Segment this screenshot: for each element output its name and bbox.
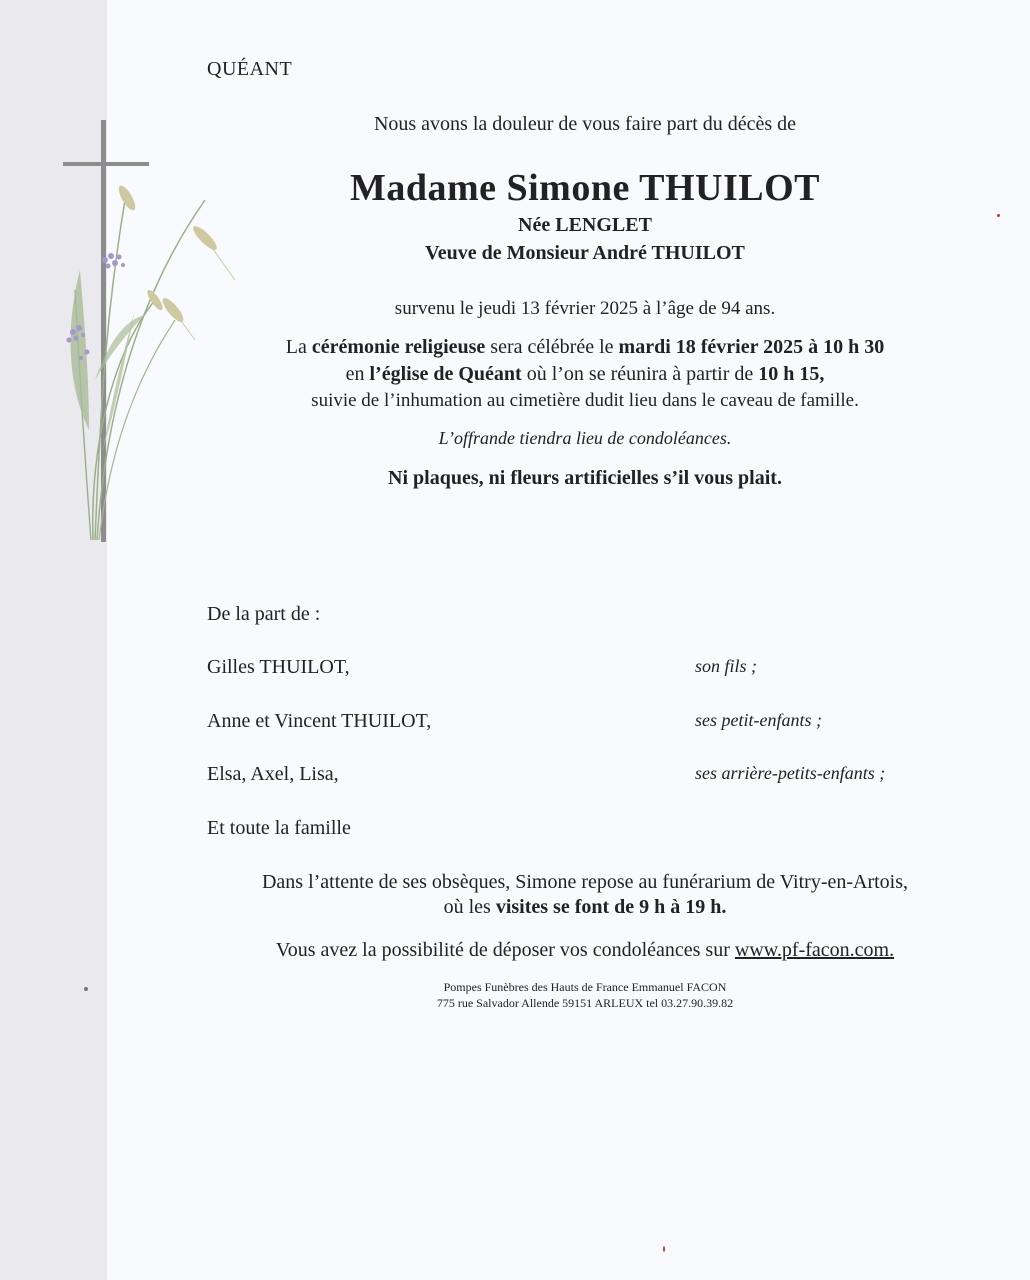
meeting-time: 10 h 15, bbox=[758, 363, 825, 385]
family-member-name: Et toute la famille bbox=[207, 817, 351, 839]
funeral-company-address: 775 rue Salvador Allende 59151 ARLEUX tel 03.27.90.39.82 bbox=[436, 996, 734, 1010]
no-plaques-note: Ni plaques, ni fleurs artificielles s’il vous plait. bbox=[388, 467, 782, 489]
offering-note: L’offrande tiendra lieu de condoléances. bbox=[438, 428, 732, 448]
visit-info-line-1: Dans l’attente de ses obsèques, Simone repose au funérarium de Vitry-en-Artois, bbox=[261, 871, 909, 893]
ceremony-text: en bbox=[345, 363, 370, 385]
ceremony-line-2 bbox=[150, 363, 1020, 386]
widow-of: Veuve de Monsieur André THUILOT bbox=[425, 242, 745, 264]
scan-speck bbox=[663, 1246, 665, 1252]
ceremony-text: sera célébrée le bbox=[485, 336, 619, 358]
family-member-relation: ses petit-enfants ; bbox=[695, 710, 822, 730]
birth-name: Née LENGLET bbox=[518, 214, 652, 236]
visit-info-line-2 bbox=[150, 896, 1020, 919]
scan-speck bbox=[997, 214, 1000, 217]
ceremony-place: l’église de Quéant bbox=[369, 363, 522, 385]
family-intro: De la part de : bbox=[207, 603, 321, 625]
ceremony-text: La bbox=[285, 336, 312, 358]
scan-speck bbox=[84, 987, 88, 991]
intro-text: Nous avons la douleur de vous faire part du décès de bbox=[373, 113, 797, 135]
visit-hours: visites se font de 9 h à 19 h. bbox=[495, 896, 727, 918]
ceremony-date: mardi 18 février 2025 à 10 h 30 bbox=[618, 336, 885, 358]
ceremony-type: cérémonie religieuse bbox=[311, 336, 486, 358]
ceremony-line-1 bbox=[150, 336, 1020, 359]
family-member-relation: ses arrière-petits-enfants ; bbox=[695, 763, 886, 783]
visit-text: où les bbox=[443, 896, 496, 918]
funeral-company: Pompes Funèbres des Hauts de France Emmanuel FACON bbox=[443, 980, 727, 994]
ceremony-text: où l’on se réunira à partir de bbox=[521, 363, 759, 385]
town-name: QUÉANT bbox=[207, 58, 293, 80]
burial-info: suivie de l’inhumation au cimetière dudit lieu dans le caveau de famille. bbox=[311, 390, 859, 411]
condolences-text: Vous avez la possibilité de déposer vos condoléances sur bbox=[275, 939, 735, 961]
condolences-line bbox=[150, 939, 1020, 962]
death-info: survenu le jeudi 13 février 2025 à l’âge de 94 ans. bbox=[394, 298, 776, 319]
family-member-name: Anne et Vincent THUILOT, bbox=[207, 710, 432, 732]
family-member-name: Elsa, Axel, Lisa, bbox=[207, 763, 339, 785]
deceased-name: Madame Simone THUILOT bbox=[349, 167, 821, 209]
cross-horizontal-bar bbox=[63, 162, 149, 166]
family-member-name: Gilles THUILOT, bbox=[207, 656, 350, 678]
condolences-link[interactable]: www.pf-facon.com. bbox=[734, 939, 895, 961]
family-member-relation: son fils ; bbox=[695, 656, 758, 676]
